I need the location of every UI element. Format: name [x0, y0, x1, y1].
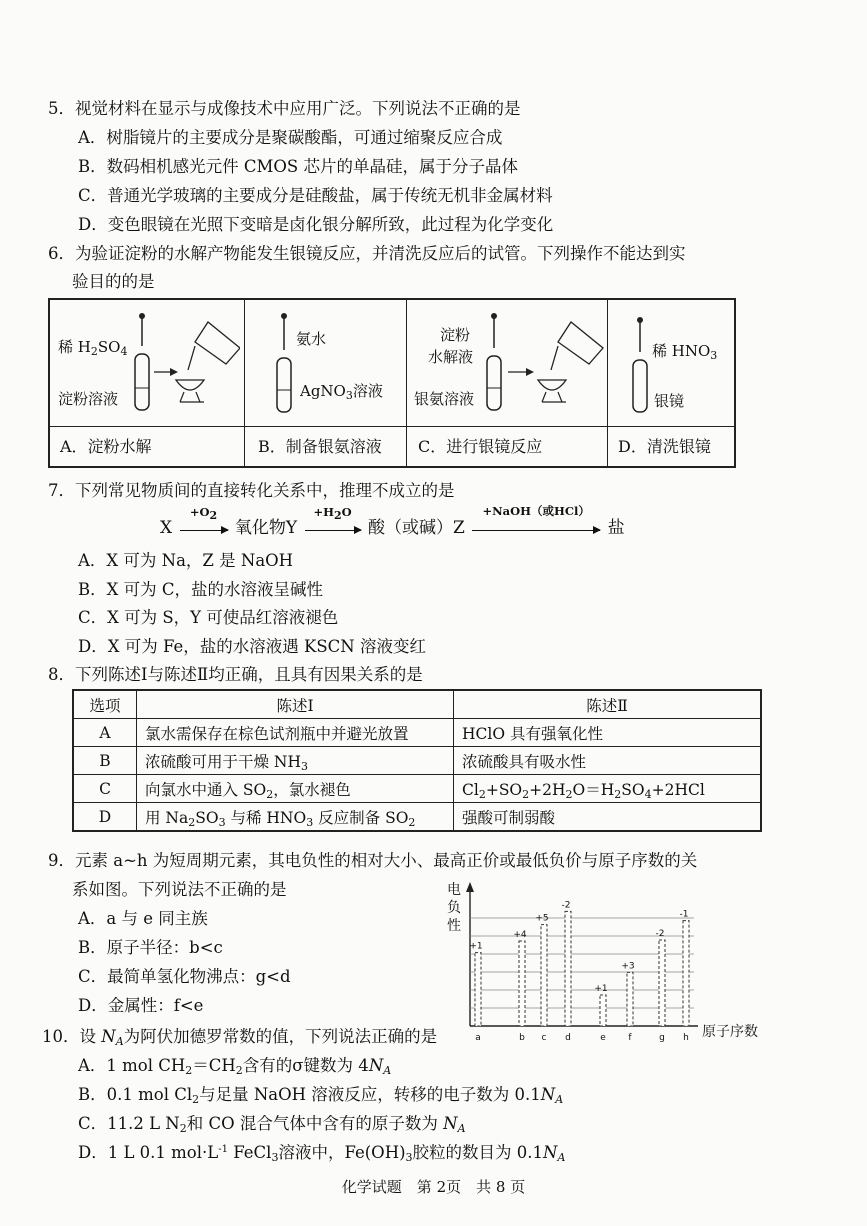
q6-caption-b: B．制备银氨溶液	[258, 437, 382, 456]
q6-c-solution-label: 银氨溶液	[414, 390, 475, 408]
q5-stem: 5．视觉材料在显示与成像技术中应用广泛。下列说法不正确的是	[48, 99, 521, 118]
q9-y-label: 性	[447, 918, 461, 934]
q9-stem-line1: 9．元素 a~h 为短周期元素，其电负性的相对大小、最高正价或最低负价与原子序数的关	[48, 851, 698, 870]
q8-header-option: 选项	[73, 690, 137, 719]
q6-stem-line2: 验目的的是	[72, 272, 155, 291]
q10-option-a: A．1 mol $CH_2=CH_2$含有的σ键数为 $4N_A$	[78, 1056, 392, 1077]
q7-eq-salt: 盐	[607, 518, 625, 538]
q9-chart-svg	[440, 876, 760, 1042]
q9-stem-line2: 系如图。下列说法不正确的是	[72, 880, 287, 899]
q9-tick-c: c	[541, 1033, 547, 1042]
q9-option-a: A．a 与 e 同主族	[78, 909, 208, 928]
q9-bar-label-f: +3	[621, 961, 635, 972]
q7-option-c: C．X 可为 S，Y 可使品红溶液褪色	[78, 608, 339, 627]
q9-tick-h: h	[683, 1033, 689, 1042]
q9-tick-b: b	[519, 1033, 525, 1042]
q6-stem-line1: 6．为验证淀粉的水解产物能发生银镜反应，并清洗反应后的试管。下列操作不能达到实	[48, 244, 686, 263]
q9-bar-label-g: -2	[655, 929, 665, 939]
q7-arrow-o2: $+O_2$	[180, 526, 228, 531]
q6-caption-c: C．进行银镜反应	[418, 437, 543, 456]
q8-table	[72, 689, 762, 832]
q5-option-b: B．数码相机感光元件 CMOS 芯片的单晶硅，属于分子晶体	[78, 157, 518, 176]
q9-x-label: 原子序数	[702, 1024, 758, 1040]
q9-bar-label-h: -1	[679, 909, 689, 920]
q9-option-c: C．最简单氢化物沸点：g<d	[78, 967, 291, 986]
q7-eq-acid: 酸（或碱）Z	[367, 518, 465, 538]
q6-c-silver-mirror-diagram	[476, 300, 606, 424]
q9-bar-label-d: -2	[561, 900, 571, 911]
q9-bar-e	[600, 995, 606, 1026]
q9-option-d: D．金属性：f<e	[78, 996, 204, 1015]
q9-bar-a	[475, 953, 481, 1026]
q9-y-label: 负	[447, 900, 461, 916]
q6-d-tube-diagram	[620, 300, 660, 424]
q6-b-reagent-label: 氨水	[296, 330, 327, 348]
q7-eq-oxide: 氧化物Y	[234, 518, 298, 538]
q8-header-row	[73, 690, 761, 719]
q6-b-tube-diagram	[264, 300, 304, 424]
q6-a-reagent-label: 稀 $H_2SO_4$	[58, 338, 128, 358]
q9-option-b: B．原子半径：b<c	[78, 938, 223, 957]
q9-bar-c	[541, 925, 547, 1026]
q6-a-hydrolysis-diagram	[50, 300, 240, 424]
q8-row-b: B 浓硫酸可用于干燥 $NH_3$ 浓硫酸具有吸水性	[73, 747, 761, 775]
q9-bar-label-e: +1	[594, 984, 608, 994]
q7-eq-x: X	[160, 518, 173, 538]
q7-option-a: A．X 可为 Na，Z 是 NaOH	[78, 551, 294, 570]
q7-option-d: D．X 可为 Fe，盐的水溶液遇 KSCN 溶液变红	[78, 637, 426, 656]
q5-option-c: C．普通光学玻璃的主要成分是硅酸盐，属于传统无机非金属材料	[78, 186, 553, 205]
q9-bar-b	[519, 941, 525, 1026]
q10-stem: 10．设 $N_A$为阿伏加德罗常数的值，下列说法正确的是	[42, 1027, 438, 1048]
q9-bar-label-a: +1	[469, 941, 483, 952]
q6-caption-d: D．清洗银镜	[618, 437, 711, 456]
q7-option-b: B．X 可为 C，盐的水溶液呈碱性	[78, 580, 323, 599]
q6-c-reagent-label2: 水解液	[428, 348, 474, 366]
q7-conversion-equation	[160, 504, 625, 539]
q7-arrow-h2o: $+H_2O$	[305, 526, 361, 531]
q9-bar-f	[627, 972, 633, 1026]
q5-option-d: D．变色眼镜在光照下变暗是卤化银分解所致，此过程为化学变化	[78, 215, 554, 234]
q6-caption-a: A．淀粉水解	[60, 437, 152, 456]
q7-stem: 7．下列常见物质间的直接转化关系中，推理不成立的是	[48, 481, 455, 500]
q9-tick-f: f	[628, 1033, 632, 1042]
q6-apparatus-table	[48, 298, 736, 468]
q9-bar-g	[659, 940, 665, 1026]
q8-row-a: A 氯水需保存在棕色试剂瓶中并避光放置 HClO 具有强氧化性	[73, 719, 761, 747]
page-footer: 化学试题 第 2页 共 8 页	[341, 1178, 526, 1196]
q6-d-mirror-label: 银镜	[654, 392, 685, 410]
q9-bar-label-b: +4	[513, 930, 527, 940]
q8-header-statement1: 陈述Ⅰ	[137, 690, 454, 719]
q6-d-reagent-label: 稀 $HNO_3$	[652, 342, 718, 362]
q9-tick-g: g	[659, 1033, 665, 1042]
q9-bar-d	[565, 911, 571, 1026]
q8-stem: 8．下列陈述Ⅰ与陈述Ⅱ均正确，且具有因果关系的是	[48, 665, 423, 684]
q10-option-b: B．0.1 mol $Cl_2$与足量 NaOH 溶液反应，转移的电子数为 $0.1N_A$	[78, 1085, 564, 1106]
q9-bar-h	[683, 921, 689, 1026]
q6-c-reagent-label1: 淀粉	[440, 326, 471, 344]
q10-option-d: D．1 L 0.1 $mol\cdot L^{-1}$ FeCl$_3$溶液中，$Fe(OH)_3$胶粒的数目为 $0.1N_A$	[78, 1143, 566, 1164]
q6-b-solution-label: AgNO$_3$溶液	[300, 382, 383, 402]
q9-tick-d: d	[565, 1033, 571, 1042]
q9-bar-label-c: +5	[535, 913, 549, 924]
q9-y-label: 电	[447, 882, 461, 898]
q10-option-c: C．11.2 L $N_2$和 CO 混合气体中含有的原子数为 $N_A$	[78, 1114, 466, 1135]
q6-a-solution-label: 淀粉溶液	[58, 390, 119, 408]
q8-row-c: C 向氯水中通入 $SO_2$，氯水褪色 $Cl_2+SO_2+2H_2O=H_2SO_4+2HCl$	[73, 775, 761, 803]
q9-electronegativity-chart	[440, 876, 760, 1042]
q8-header-statement2: 陈述Ⅱ	[454, 690, 762, 719]
q8-row-d: D 用 $Na_2SO_3$ 与稀 $HNO_3$ 反应制备 $SO_2$ 强酸可制弱酸	[73, 803, 761, 832]
q9-y-axis-arrow	[466, 882, 474, 892]
q9-tick-e: e	[600, 1033, 606, 1042]
q9-tick-a: a	[475, 1033, 481, 1042]
q5-option-a: A．树脂镜片的主要成分是聚碳酸酯，可通过缩聚反应合成	[78, 128, 503, 147]
q7-arrow-naoh: +NaOH（或HCl）	[472, 526, 600, 531]
